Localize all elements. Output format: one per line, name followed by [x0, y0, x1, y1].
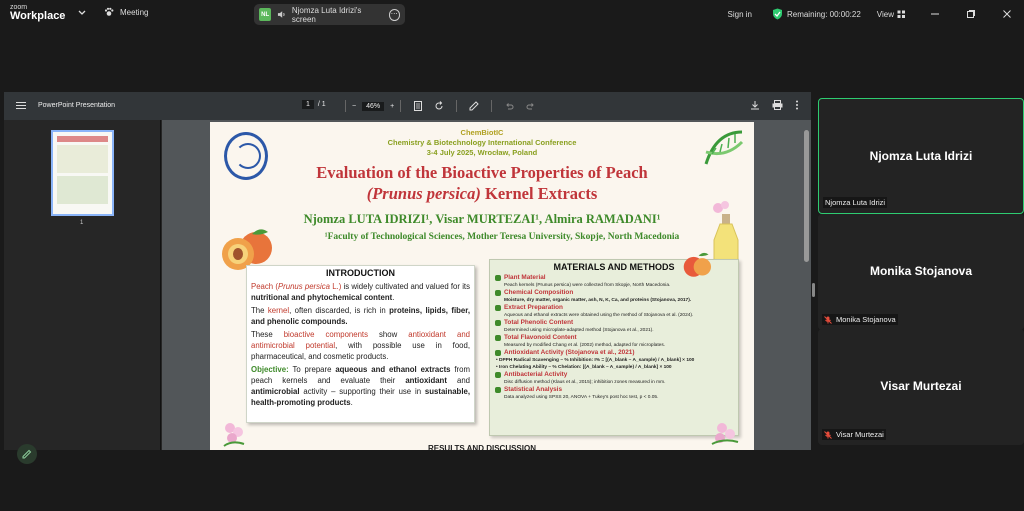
more-options-icon[interactable]: ⋯ — [389, 9, 400, 21]
methods-box — [489, 259, 739, 436]
poster-title-line1: Evaluation of the Bioactive Properties of Peach — [316, 163, 648, 182]
conference-full-name: Chemistry & Biotechnology International Conference — [387, 138, 577, 147]
download-icon[interactable] — [750, 100, 760, 110]
rotate-icon[interactable] — [434, 101, 444, 111]
shield-check-icon — [772, 8, 783, 20]
method-heading: Total Flavonoid Content — [494, 334, 734, 342]
thumbnail-page-number: 1 — [80, 220, 84, 226]
screen-share-indicator[interactable] — [254, 4, 405, 25]
method-heading: Statistical Analysis — [494, 386, 734, 394]
page-indicator — [302, 100, 326, 109]
annotation-pencil-button[interactable] — [17, 444, 37, 464]
zoom-out-icon[interactable]: − — [352, 102, 357, 110]
intro-paragraph: These bioactive components show antioxidant and antimicrobial potential, with possible use in food, pharmaceutical, and cosmetic products. — [251, 330, 470, 361]
divider — [345, 100, 346, 112]
zoom-controls — [345, 100, 401, 112]
page-thumbnail[interactable] — [51, 130, 114, 216]
introduction-heading: INTRODUCTION — [326, 268, 395, 278]
mic-muted-icon — [824, 316, 832, 324]
pencil-icon — [22, 449, 32, 459]
poster-title — [260, 162, 704, 204]
meeting-label: Meeting — [120, 7, 149, 17]
minimize-icon[interactable] — [930, 9, 940, 19]
more-vert-icon[interactable] — [795, 100, 799, 110]
speaker-icon — [277, 10, 286, 19]
participant-label: Visar Murtezai — [822, 429, 886, 440]
share-label: Njomza Luta Idrizi's screen — [291, 5, 362, 24]
zoom-in-icon[interactable]: + — [390, 102, 395, 110]
fit-page-icon[interactable] — [414, 101, 422, 111]
logo-workplace-text: Workplace — [10, 10, 66, 22]
pdf-toolbar — [4, 92, 811, 120]
methods-heading: MATERIALS AND METHODS — [553, 262, 675, 272]
print-icon[interactable] — [772, 100, 783, 110]
participant-label: Monika Stojanova — [822, 314, 898, 325]
sign-in-button[interactable]: Sign in — [727, 9, 752, 19]
introduction-box — [246, 265, 475, 423]
participant-label: Njomza Luta Idrizi — [825, 198, 886, 207]
method-heading: Chemical Composition — [494, 289, 734, 297]
poster-authors: Njomza LUTA IDRIZI¹, Visar MURTEZAI¹, Almira RAMADANI¹ — [303, 212, 661, 226]
chevron-down-icon[interactable] — [77, 8, 87, 18]
method-heading: Extract Preparation — [494, 304, 734, 312]
document-title: PowerPoint Presentation — [38, 102, 116, 109]
participant-tile[interactable] — [818, 329, 1024, 445]
undo-icon[interactable] — [504, 101, 514, 111]
zoom-level[interactable]: 46% — [362, 102, 384, 111]
restore-icon[interactable] — [966, 9, 976, 19]
view-button[interactable] — [877, 10, 906, 19]
panel-resize-handle[interactable] — [812, 283, 815, 297]
conference-name: ChemBiotIC — [460, 128, 504, 137]
zoom-logo — [10, 4, 65, 22]
divider — [400, 100, 401, 112]
close-icon[interactable] — [1002, 9, 1012, 19]
remaining-label: Remaining: 00:00:22 — [786, 9, 861, 19]
method-heading: Antioxidant Activity (Stojanova et al., 2021) — [494, 349, 734, 357]
shared-screen-viewer — [4, 92, 811, 450]
intro-paragraph: The kernel, often discarded, is rich in proteins, lipids, fiber, and phenolic compounds. — [251, 306, 470, 326]
poster-title-species: (Prunus persica) — [366, 184, 481, 203]
vertical-scrollbar[interactable] — [804, 124, 809, 444]
paw-icon — [104, 7, 114, 17]
annotate-icon[interactable] — [469, 101, 479, 111]
redo-icon[interactable] — [526, 101, 536, 111]
poster-title-line2: Kernel Extracts — [480, 184, 598, 203]
presenter-avatar: NL — [259, 8, 271, 21]
view-label: View — [876, 9, 894, 19]
conference-date: 3-4 July 2025, Wrocław, Poland — [426, 148, 538, 157]
method-text: Peach kernels (Prunus persica) were collected from Skopje, North Macedonia. — [504, 283, 671, 288]
intro-paragraph: Peach (Prunus persica L.) is widely cultivated and valued for its nutritional and phytochemical content. — [251, 282, 471, 302]
participant-tile[interactable] — [818, 214, 1024, 330]
page-total: / 1 — [317, 101, 326, 108]
poster-affiliation: ¹Faculty of Technological Sciences, Mother Teresa University, Skopje, North Macedonia — [324, 232, 680, 242]
page-input[interactable]: 1 — [302, 100, 314, 109]
logo-zoom-text: zoom — [10, 4, 28, 11]
grid-icon — [897, 10, 906, 19]
method-text: Data analyzed using SPSS 20, ANOVA + Tukey's post hoc test, p < 0.05. — [504, 395, 659, 400]
method-text: Aqueous and ethanol extracts were obtained using the method of Stojanova et al. (2024). — [504, 313, 694, 318]
method-text: Disc diffusion method (Klaus et al., 2015); inhibition zones measured in mm. — [504, 380, 666, 385]
participant-tile[interactable] — [818, 98, 1024, 214]
peach-small-icon — [680, 250, 716, 280]
method-text: • Iron Chelating Ability – % Chelation: [(A_blank – A_sample) / A_blank] × 100 — [496, 365, 672, 370]
thumbnail-pane — [4, 120, 161, 450]
method-heading: Plant Material — [494, 274, 734, 282]
remaining-time — [772, 8, 861, 20]
method-text: Determined using microplate-adapted method (Stojanova et al., 2021). — [504, 328, 654, 333]
mic-muted-icon — [824, 431, 832, 439]
participant-name: Monika Stojanova — [869, 264, 973, 278]
participant-name: Visar Murtezai — [880, 379, 962, 393]
method-heading: Total Phenolic Content — [494, 319, 734, 327]
results-heading: RESULTS AND DISCUSSION — [427, 444, 536, 450]
document-area — [162, 120, 811, 450]
participant-name: Njomza Luta Idrizi — [869, 149, 973, 163]
poster-page — [210, 122, 754, 450]
divider — [491, 100, 492, 112]
top-bar — [0, 0, 1024, 28]
method-text: Measured by modified Chang et al. (2002) method, adapted for microplates. — [504, 343, 666, 348]
method-text: • DPPH Radical Scavenging – % Inhibition: I% = [(A_blank – A_sample) / A_blank] × 100 — [496, 358, 695, 363]
meeting-button[interactable] — [104, 7, 148, 17]
method-text: Moisture, dry matter, organic matter, ash, N, K, Ca, and proteins (Stojanova, 2017). — [504, 298, 692, 303]
method-heading: Antibacterial Activity — [494, 371, 734, 379]
intro-paragraph: Objective: To prepare aqueous and ethanol extracts from peach kernels and evaluate their antioxidant and antimicrobial activity – supporting their use in sustainable, health-promoting products. — [251, 365, 470, 407]
divider — [456, 100, 457, 112]
menu-icon[interactable] — [16, 102, 26, 111]
